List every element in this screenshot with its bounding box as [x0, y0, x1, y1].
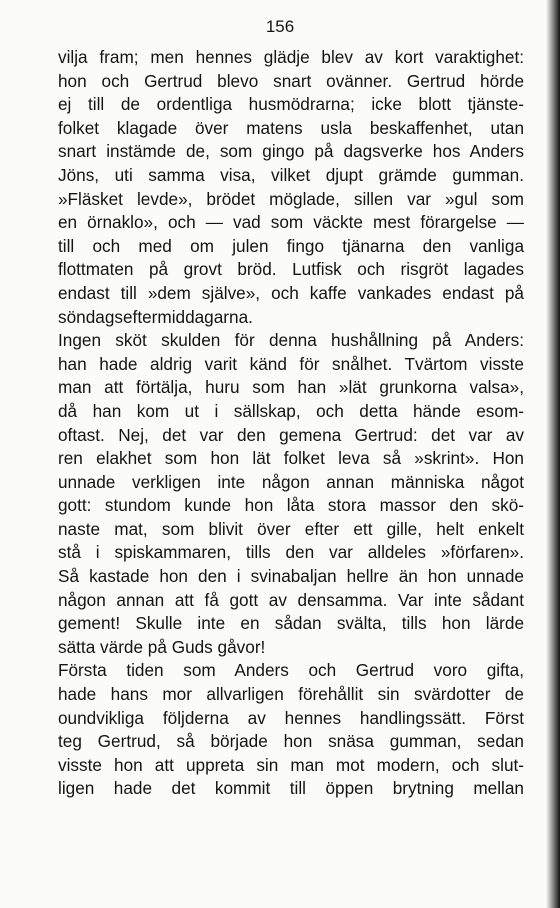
- text-line: ren elakhet som hon lät folket leva så »skrint». Hon: [58, 448, 524, 469]
- text-line: gement! Skulle inte en sådan svälta, tills hon lärde: [58, 613, 524, 634]
- text-line: han hade aldrig varit känd för snålhet. Tvärtom visste: [58, 353, 524, 374]
- text-line: naste mat, som blivit över efter ett gille, helt enkelt: [58, 518, 524, 539]
- text-line: endast till »dem själve», och kaffe vankades endast på: [58, 282, 524, 303]
- text-line: unnade verkligen inte någon annan människa något: [58, 471, 524, 492]
- page-number: 156: [265, 17, 295, 36]
- text-line: Så kastade hon den i svinabaljan hellre än hon unnade: [58, 566, 524, 587]
- text-line: folket klagade över matens usla beskaffenhet, utan: [58, 117, 524, 138]
- text-line: snart instämde de, som gingo på dagsverke hos Anders: [58, 141, 524, 162]
- body-text: [58, 46, 524, 801]
- text-line: oftast. Nej, det var den gemena Gertrud: det var av: [58, 424, 524, 445]
- text-line: »Fläsket levde», brödet möglade, sillen var »gul som: [58, 188, 524, 209]
- text-line: man att förtälja, huru som han »lät grunkorna valsa»,: [58, 377, 524, 398]
- text-line: Jöns, uti samma visa, vilket djupt grämde gumman.: [58, 164, 524, 185]
- text-line: då han kom ut i sällskap, och detta hände esom-: [58, 400, 524, 421]
- text-line: vilja fram; men hennes glädje blev av kort varaktighet:: [58, 47, 524, 67]
- text-line: flottmaten på grovt bröd. Lutfisk och risgröt lagades: [58, 259, 524, 280]
- text-line: sätta värde på Guds gåvor!: [58, 636, 266, 657]
- text-line: ej till de ordentliga husmödrarna; icke blott tjänste-: [58, 94, 524, 115]
- text-line: hade hans mor allvarligen förehållit sin svärdotter de: [58, 684, 524, 705]
- text-line: någon annan att få gott av densamma. Var inte sådant: [58, 589, 524, 610]
- page-edge-shadow: [546, 0, 560, 908]
- text-line: en örnaklo», och — vad som väckte mest förargelse —: [58, 212, 524, 233]
- text-line: teg Gertrud, så började hon snäsa gumman, sedan: [58, 731, 524, 752]
- text-line: söndagseftermiddagarna.: [58, 306, 253, 327]
- text-line: till och med om julen fingo tjänarna den vanliga: [58, 235, 524, 256]
- text-line: visste hon att uppreta sin man mot modern, och slut-: [58, 754, 524, 775]
- text-line: oundvikliga följderna av hennes handlingssätt. Först: [58, 707, 524, 728]
- text-line: Första tiden som Anders och Gertrud voro gifta,: [58, 660, 524, 681]
- text-line: hon och Gertrud blevo snart ovänner. Gertrud hörde: [58, 70, 524, 91]
- text-line: gott: stundom kunde hon låta stora massor den skö-: [58, 495, 524, 516]
- text-line: stå i spiskammaren, tills den var alldeles »förfaren».: [58, 542, 524, 563]
- text-line: ligen hade det kommit till öppen brytning mellan: [58, 778, 524, 799]
- text-line: Ingen sköt skulden för denna hushållning på Anders:: [58, 330, 524, 351]
